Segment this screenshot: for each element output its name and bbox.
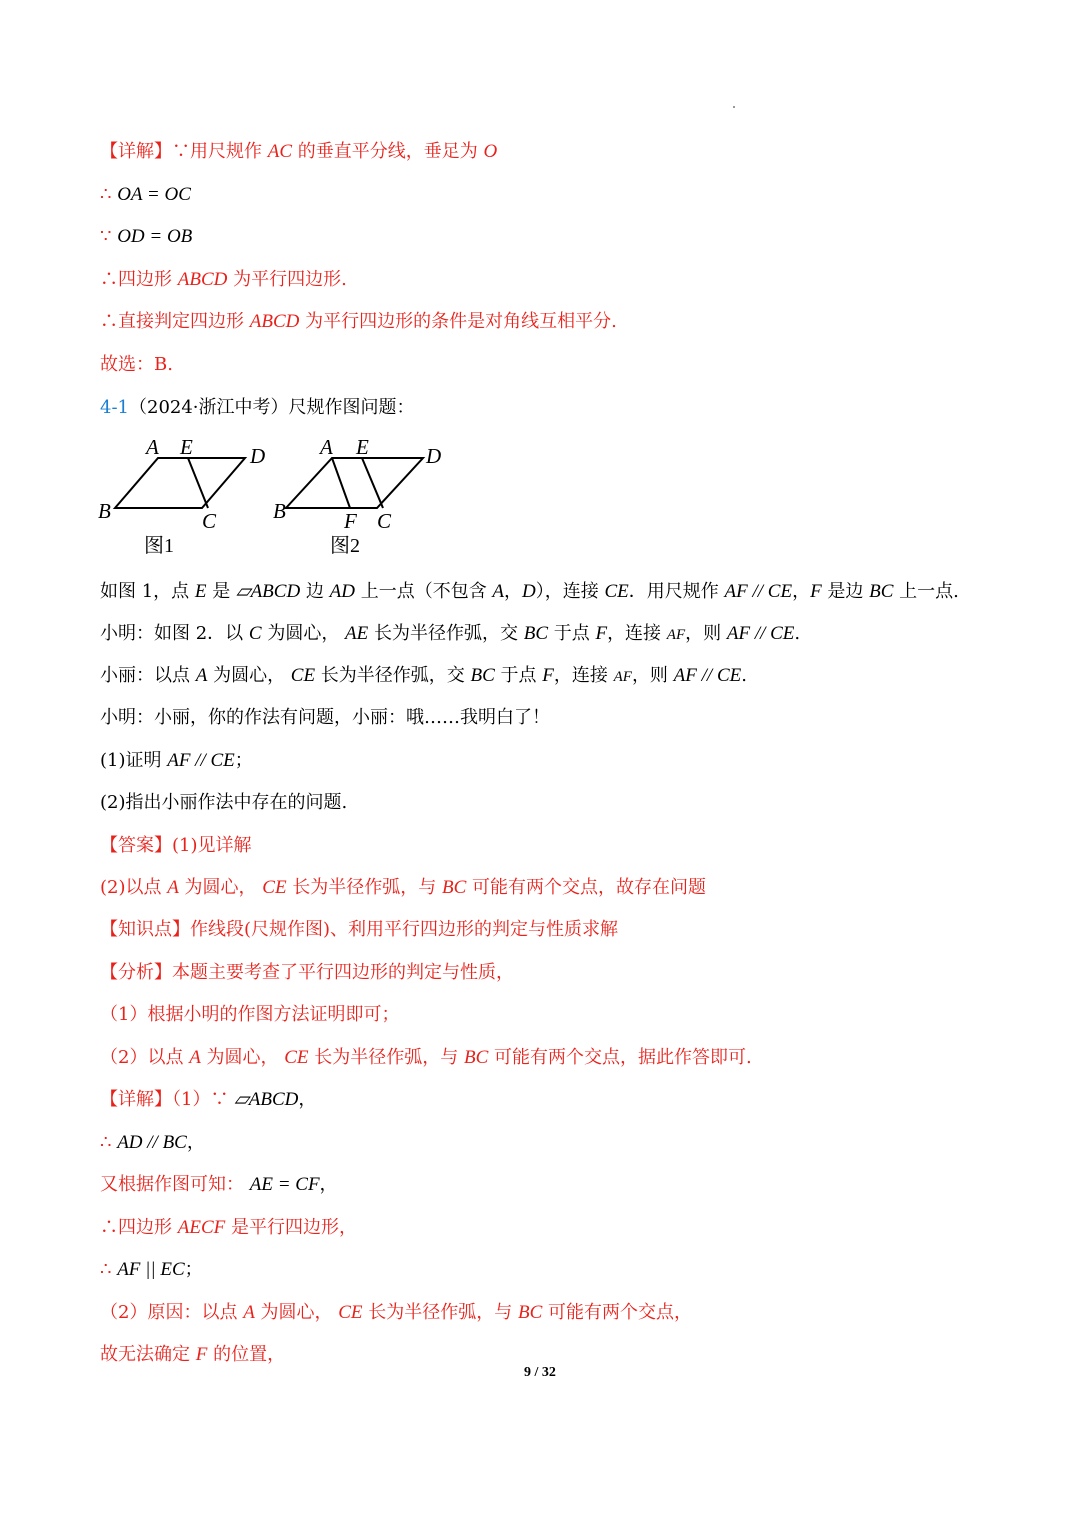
- page-number: 9 / 32: [524, 1365, 556, 1380]
- stray-dot: [733, 106, 735, 108]
- knowledge-points: 【知识点】作线段(尺规作图)、利用平行四边形的判定与性质求解: [100, 919, 619, 940]
- solution-line-5: ∴直接判定四边形 ABCD 为平行四边形的条件是对角线互相平分.: [100, 311, 617, 332]
- solution-choice: 故选：B.: [100, 354, 173, 375]
- segment-af-fig2: [332, 458, 350, 508]
- problem-source: （2024·浙江中考）尺规作图问题：: [129, 397, 415, 418]
- fig1-label-e: E: [180, 435, 193, 459]
- fig2-label-e: E: [356, 435, 369, 459]
- segment-ce-fig2: [362, 458, 383, 508]
- detail-line-2: ∴ AD // BC，: [100, 1132, 205, 1153]
- detail-line-3: 又根据作图可知： AE = CF，: [100, 1174, 338, 1195]
- detail-line-1: 【详解】（1）∵ ▱ABCD，: [100, 1089, 317, 1110]
- analysis-line-2: （2）以点 A 为圆心， CE 长为半径作弧，与 BC 可能有两个交点，据此作答即可.: [100, 1047, 752, 1068]
- fig2-label-a: A: [320, 435, 333, 459]
- analysis-line-1: （1）根据小明的作图方法证明即可；: [100, 1004, 400, 1025]
- fig1-label-a: A: [146, 435, 159, 459]
- problem-number: 4-1: [100, 397, 129, 418]
- parallelogram-abcd-fig1: [115, 458, 245, 508]
- fig1-label-c: C: [202, 509, 217, 533]
- figure-1: [115, 458, 245, 508]
- problem-statement-3: 小丽：以点 A 为圆心， CE 长为半径作弧，交 BC 于点 F，连接 AF，则 AF // CE.: [100, 665, 747, 686]
- parallelogram-abcd-fig2: [286, 458, 423, 508]
- problem-header: [100, 396, 415, 420]
- question-1: (1)证明 AF // CE；: [100, 750, 253, 771]
- question-2: (2)指出小丽作法中存在的问题.: [100, 792, 348, 813]
- figure-1-caption: 图1: [144, 535, 174, 557]
- solution-line-1: 【详解】∵用尺规作 AC 的垂直平分线，垂足为 O: [100, 141, 498, 162]
- geometry-figures: [90, 430, 460, 565]
- solution-line-3: ∵ OD = OB: [100, 226, 193, 247]
- analysis-heading: 【分析】本题主要考查了平行四边形的判定与性质，: [100, 962, 514, 983]
- segment-ce-fig1: [188, 458, 208, 508]
- solution-line-4: ∴四边形 ABCD 为平行四边形.: [100, 269, 347, 290]
- fig2-label-f: F: [344, 509, 357, 533]
- problem-statement-4: 小明：小丽，你的作法有问题，小丽：哦……我明白了！: [100, 707, 550, 728]
- detail-line-7: 故无法确定 F 的位置，: [100, 1344, 286, 1365]
- detail-line-4: ∴四边形 AECF 是平行四边形，: [100, 1217, 357, 1238]
- detail-line-5: ∴ AF || EC；: [100, 1259, 203, 1280]
- fig1-label-b: B: [98, 499, 111, 523]
- problem-statement-1: 如图 1，点 E 是 ▱ABCD 边 AD 上一点（不包含 A，D），连接 CE．用尺规作 AF // CE，F 是边 BC 上一点.: [100, 581, 959, 602]
- answer-line-1: 【答案】(1)见详解: [100, 835, 252, 856]
- fig2-label-d: D: [426, 444, 442, 468]
- fig2-label-c: C: [377, 509, 392, 533]
- problem-statement-2: 小明：如图 2．以 C 为圆心， AE 长为半径作弧，交 BC 于点 F，连接 AF，则 AF // CE.: [100, 623, 801, 644]
- figure-2-caption: 图2: [330, 535, 360, 557]
- fig1-label-d: D: [250, 444, 266, 468]
- figure-2: [286, 458, 423, 508]
- solution-line-2: ∴ OA = OC: [100, 184, 191, 205]
- answer-line-2: (2)以点 A 为圆心， CE 长为半径作弧，与 BC 可能有两个交点，故存在问题: [100, 877, 707, 898]
- fig2-label-b: B: [273, 499, 286, 523]
- detail-line-6: （2）原因：以点 A 为圆心， CE 长为半径作弧，与 BC 可能有两个交点，: [100, 1302, 692, 1323]
